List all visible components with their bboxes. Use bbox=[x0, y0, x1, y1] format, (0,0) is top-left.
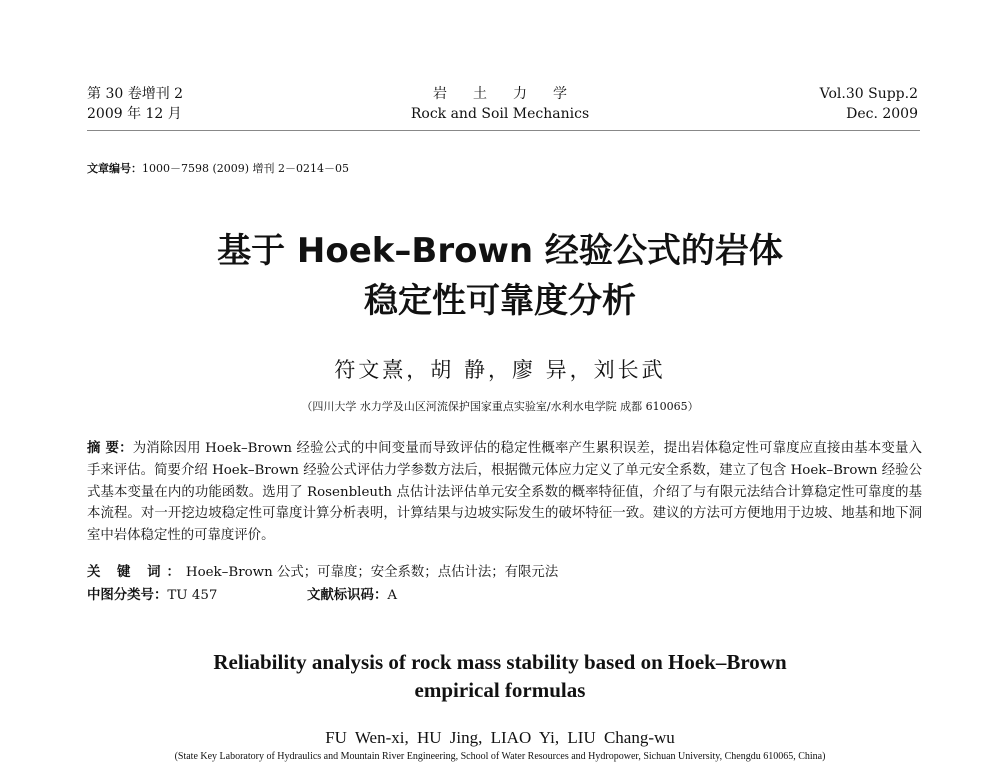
article-number-value: 1000－7598 (2009) 增刊 2－0214－05 bbox=[142, 162, 350, 175]
paper-title-cn bbox=[0, 226, 1000, 326]
paper-title-cn-line1: 基于 Hoek–Brown 经验公式的岩体 bbox=[217, 231, 783, 271]
paper-title-en-line2: empirical formulas bbox=[414, 678, 586, 702]
authors-cn: 符文熹，胡 静，廖 异，刘长武 bbox=[334, 358, 666, 382]
affiliation-en: (State Key Laboratory of Hydraulics and Mountain River Engineering, School of Water Resources and Hydropower, Sichuan University, Chengdu 610065, China) bbox=[174, 751, 826, 762]
article-number bbox=[87, 160, 349, 176]
publication-date-en: Dec. 2009 bbox=[846, 106, 918, 122]
publication-date-cn: 2009 年 12 月 bbox=[87, 106, 182, 122]
affiliation-cn: （四川大学 水力学及山区河流保护国家重点实验室/水利水电学院 成都 610065） bbox=[301, 400, 699, 413]
journal-name-cn: 岩土力学 bbox=[433, 86, 593, 102]
article-number-label: 文章编号： bbox=[87, 162, 142, 175]
abstract bbox=[87, 438, 922, 547]
doc-code-label: 文献标识码： bbox=[307, 587, 388, 603]
keywords bbox=[87, 561, 558, 580]
keywords-label: 关 键 词： bbox=[87, 564, 186, 580]
paper-title-cn-line2: 稳定性可靠度分析 bbox=[364, 281, 636, 321]
clc-value: TU 457 bbox=[167, 588, 218, 603]
doc-code-value: A bbox=[387, 588, 398, 603]
clc-label: 中图分类号： bbox=[87, 587, 168, 603]
abstract-text: 为消除因用 Hoek–Brown 经验公式的中间变量而导致评估的稳定性概率产生累积误差，提出岩体稳定性可靠度应直接由基本变量入手来评估。简要介绍 Hoek–Brown 经验公式评估力学参数方法后，根据微元体应力定义了单元安全系数，建立了包含 Hoek–Brown 经验公式基本变量在内的功能函数。选用了 Rosenbleuth 点估计法评估单元安全系数的概率特征值，介绍了与有限元法结合计算稳定性可靠度的基本流程。对一开挖边坡稳定性可靠度计算分析表明，计算结果与边坡实际发生的破坏特征一致。建议的方法可方便地用于边坡、地基和地下洞室中岩体稳定性的可靠度评价。 bbox=[87, 441, 922, 544]
paper-title-en bbox=[0, 648, 1000, 704]
volume-issue-en: Vol.30 Supp.2 bbox=[819, 86, 918, 102]
journal-issue-info-en bbox=[820, 84, 918, 124]
classification-line bbox=[87, 584, 687, 603]
journal-name-en: Rock and Soil Mechanics bbox=[410, 106, 590, 122]
keywords-text: Hoek–Brown 公式；可靠度；安全系数；点估计法；有限元法 bbox=[185, 565, 559, 580]
authors-en: FU Wen-xi, HU Jing, LIAO Yi, LIU Chang-wu bbox=[325, 728, 675, 747]
abstract-label: 摘 要： bbox=[87, 440, 133, 456]
paper-title-en-line1: Reliability analysis of rock mass stability based on Hoek–Brown bbox=[213, 650, 787, 674]
header-divider bbox=[87, 130, 920, 131]
volume-issue: 第 30 卷增刊 2 bbox=[87, 86, 184, 102]
